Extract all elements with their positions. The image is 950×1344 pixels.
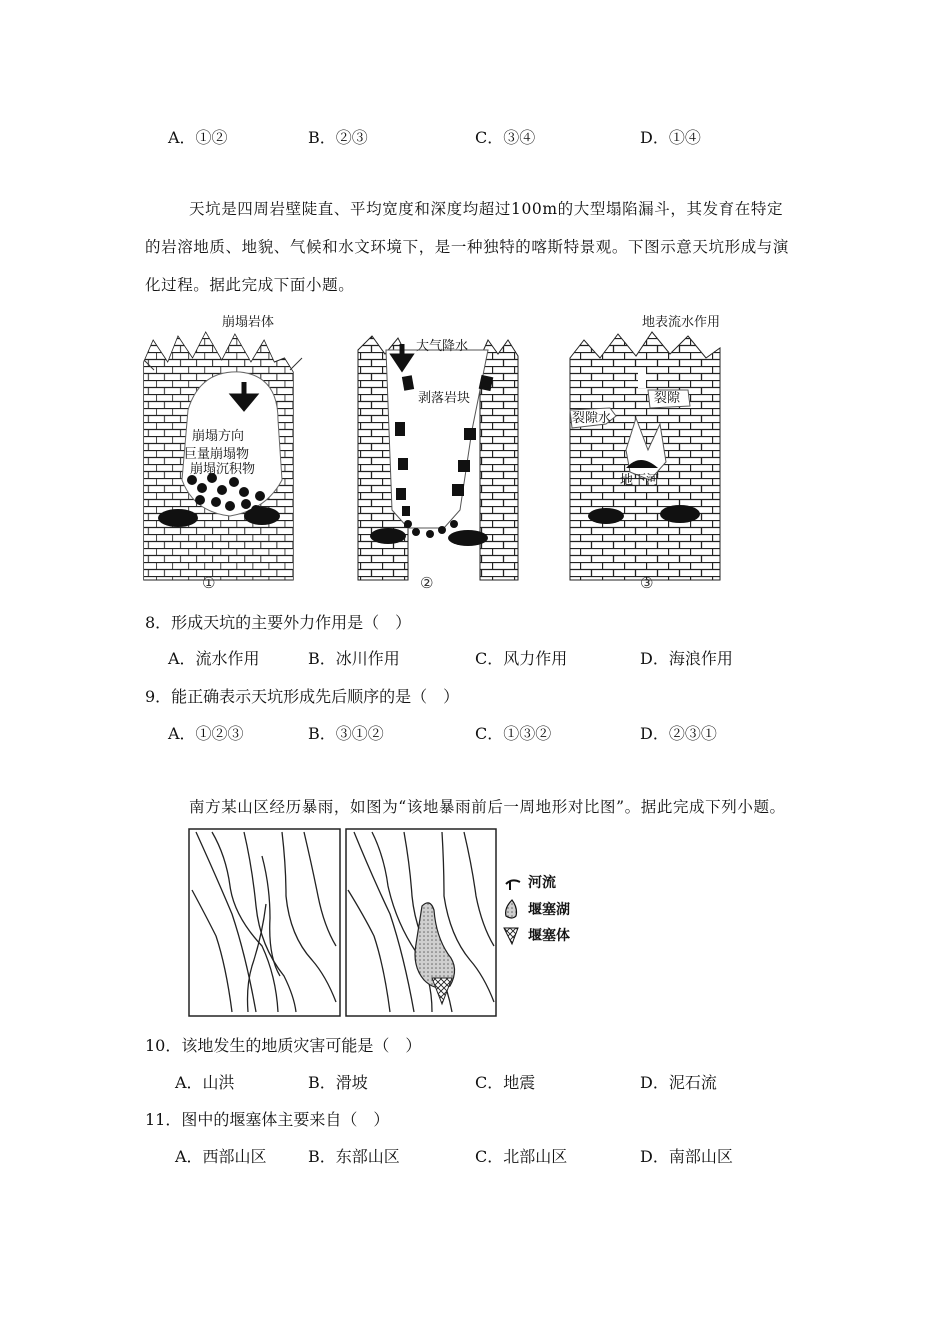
q10-option-c: C．地震 <box>475 1073 536 1092</box>
q8-stem: 8．形成天坑的主要外力作用是（ ） <box>145 613 412 632</box>
q11-stem: 11．图中的堰塞体主要来自（ ） <box>145 1110 390 1129</box>
legend-barrier-body: 堰塞体 <box>528 928 570 944</box>
river-legend-icon <box>506 880 520 884</box>
panel-1 <box>144 314 302 592</box>
label-fissure-water: 裂隙水 <box>572 411 612 426</box>
q9-option-d: D．②③① <box>640 724 717 743</box>
q9-option-b: B．③①② <box>308 724 384 743</box>
q11-option-d: D．南部山区 <box>640 1147 733 1166</box>
legend <box>504 874 570 944</box>
q10-option-a: A．山洪 <box>175 1073 235 1092</box>
q7-option-c: C．③④ <box>475 128 536 147</box>
terrain-comparison-figure <box>186 826 586 1020</box>
label-collapse-direction: 崩塌方向 <box>192 429 245 444</box>
q10-option-d: D．泥石流 <box>640 1073 717 1092</box>
passage-line-1: 天坑是四周岩壁陡直、平均宽度和深度均超过100m的大型塌陷漏斗，其发育在特定 <box>189 200 784 218</box>
label-collapse-deposit: 崩塌沉积物 <box>190 462 256 477</box>
q11-option-b: B．东部山区 <box>308 1147 400 1166</box>
passage-tiankeng <box>145 190 810 304</box>
map-after <box>346 829 496 1016</box>
passage-barrier-lake: 南方某山区经历暴雨，如图为“该地暴雨前后一周地形对比图”。据此完成下列小题。 <box>189 798 786 816</box>
q7-option-b: B．②③ <box>308 128 368 147</box>
map-before <box>189 829 340 1016</box>
legend-barrier-lake: 堰塞湖 <box>528 902 570 918</box>
q10-stem: 10．该地发生的地质灾害可能是（ ） <box>145 1036 422 1055</box>
q9-option-c: C．①③② <box>475 724 552 743</box>
q11-option-c: C．北部山区 <box>475 1147 568 1166</box>
q8-option-d: D．海浪作用 <box>640 649 733 668</box>
q10-option-b: B．滑坡 <box>308 1073 368 1092</box>
q9-stem: 9．能正确表示天坑形成先后顺序的是（ ） <box>145 687 460 706</box>
q8-option-a: A．流水作用 <box>168 649 260 668</box>
panel-3 <box>570 314 720 592</box>
label-underground-river: 地下河 <box>620 473 660 488</box>
label-surface-runoff: 地表流水作用 <box>642 315 721 330</box>
panel-2 <box>358 336 518 592</box>
dam-legend-icon <box>504 928 518 944</box>
legend-river: 河流 <box>528 875 556 891</box>
passage-line-3: 化过程。据此完成下面小题。 <box>145 276 355 294</box>
q8-option-b: B．冰川作用 <box>308 649 400 668</box>
label-collapse-rock: 崩塌岩体 <box>222 315 275 330</box>
label-fissure: 裂隙 <box>654 391 681 406</box>
panel-number-2: ② <box>420 574 434 592</box>
panel-number-3: ③ <box>640 574 654 592</box>
panel-number-1: ① <box>202 574 216 592</box>
q7-option-a: A．①② <box>168 128 228 147</box>
q8-option-c: C．风力作用 <box>475 649 568 668</box>
tiankeng-figure <box>140 310 740 595</box>
q7-option-d: D．①④ <box>640 128 701 147</box>
passage-line-2: 的岩溶地质、地貌、气候和水文环境下，是一种独特的喀斯特景观。下图示意天坑形成与演 <box>145 238 790 256</box>
q11-option-a: A．西部山区 <box>175 1147 267 1166</box>
q9-option-a: A．①②③ <box>168 724 244 743</box>
label-precipitation: 大气降水 <box>416 339 469 354</box>
label-falling-blocks: 剥落岩块 <box>418 391 471 406</box>
label-massive-collapse: 巨量崩塌物 <box>184 447 250 462</box>
lake-legend-icon <box>506 900 517 918</box>
